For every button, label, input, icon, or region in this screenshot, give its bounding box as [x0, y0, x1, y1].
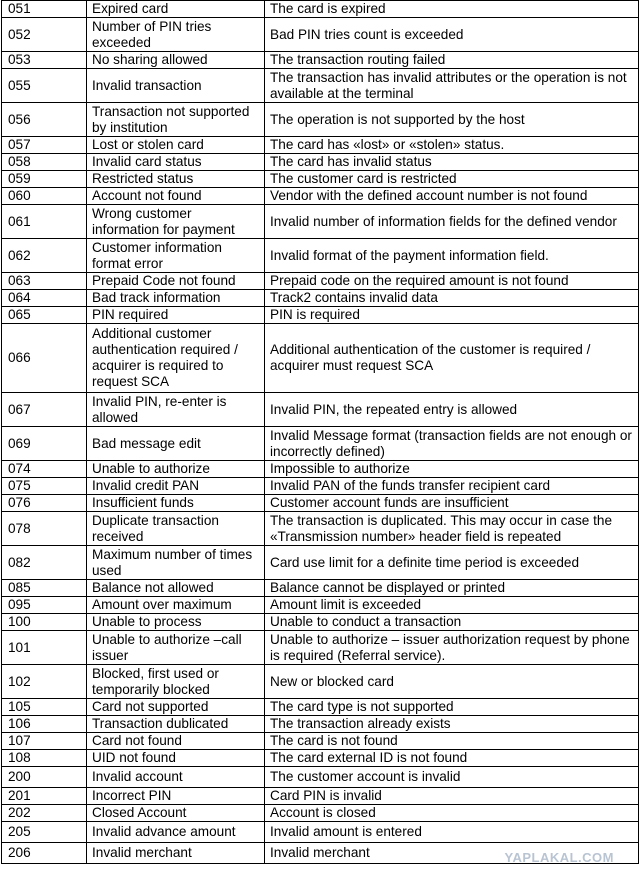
table-row	[2, 1, 639, 18]
description-cell: Card PIN is invalid	[265, 788, 639, 805]
table-row	[2, 137, 639, 154]
code-cell: 069	[2, 427, 87, 461]
table-row	[2, 188, 639, 205]
code-cell: 085	[2, 580, 87, 597]
description-cell: PIN is required	[265, 307, 639, 324]
description-cell: Prepaid code on the required amount is not found	[265, 273, 639, 290]
name-cell: Incorrect PIN	[87, 788, 265, 805]
code-cell: 052	[2, 18, 87, 52]
description-cell: Invalid PIN, the repeated entry is allowed	[265, 393, 639, 427]
code-cell: 076	[2, 495, 87, 512]
code-cell: 051	[2, 1, 87, 18]
description-cell: The card type is not supported	[265, 699, 639, 716]
name-cell: Transaction dublicated	[87, 716, 265, 733]
code-cell: 053	[2, 52, 87, 69]
code-cell: 067	[2, 393, 87, 427]
code-cell: 064	[2, 290, 87, 307]
name-cell: Expired card	[87, 1, 265, 18]
code-cell: 078	[2, 512, 87, 546]
name-cell: Duplicate transaction received	[87, 512, 265, 546]
table-row	[2, 631, 639, 665]
name-cell: Card not found	[87, 733, 265, 750]
description-cell: Invalid number of information fields for the defined vendor	[265, 205, 639, 239]
code-cell: 074	[2, 461, 87, 478]
table-row	[2, 478, 639, 495]
description-cell: Vendor with the defined account number is not found	[265, 188, 639, 205]
code-cell: 200	[2, 767, 87, 788]
table-row	[2, 699, 639, 716]
name-cell: Customer information format error	[87, 239, 265, 273]
table-row	[2, 767, 639, 788]
description-cell: Account is closed	[265, 805, 639, 822]
code-cell: 107	[2, 733, 87, 750]
name-cell: Closed Account	[87, 805, 265, 822]
description-cell: The card has «lost» or «stolen» status.	[265, 137, 639, 154]
name-cell: Unable to authorize	[87, 461, 265, 478]
description-cell: Invalid PAN of the funds transfer recipient card	[265, 478, 639, 495]
name-cell: Lost or stolen card	[87, 137, 265, 154]
table-row	[2, 614, 639, 631]
code-cell: 101	[2, 631, 87, 665]
table-row	[2, 733, 639, 750]
description-cell: The transaction already exists	[265, 716, 639, 733]
name-cell: Wrong customer information for payment	[87, 205, 265, 239]
name-cell: Invalid transaction	[87, 69, 265, 103]
name-cell: Amount over maximum	[87, 597, 265, 614]
code-cell: 095	[2, 597, 87, 614]
description-cell: Track2 contains invalid data	[265, 290, 639, 307]
description-cell: Invalid merchant	[265, 843, 639, 864]
code-cell: 060	[2, 188, 87, 205]
code-cell: 058	[2, 154, 87, 171]
description-cell: The customer account is invalid	[265, 767, 639, 788]
name-cell: Prepaid Code not found	[87, 273, 265, 290]
name-cell: No sharing allowed	[87, 52, 265, 69]
description-cell: The card has invalid status	[265, 154, 639, 171]
code-cell: 106	[2, 716, 87, 733]
description-cell: Impossible to authorize	[265, 461, 639, 478]
name-cell: Maximum number of times used	[87, 546, 265, 580]
code-cell: 201	[2, 788, 87, 805]
description-cell: The card is expired	[265, 1, 639, 18]
code-cell: 202	[2, 805, 87, 822]
description-cell: Unable to authorize – issuer authorization request by phone is required (Referral service).	[265, 631, 639, 665]
description-cell: The operation is not supported by the host	[265, 103, 639, 137]
code-cell: 102	[2, 665, 87, 699]
table-row	[2, 580, 639, 597]
code-cell: 205	[2, 822, 87, 843]
table-row	[2, 788, 639, 805]
name-cell: Invalid credit PAN	[87, 478, 265, 495]
table-row	[2, 171, 639, 188]
description-cell: The card is not found	[265, 733, 639, 750]
table-row	[2, 822, 639, 843]
name-cell: UID not found	[87, 750, 265, 767]
table-row	[2, 290, 639, 307]
table-row	[2, 597, 639, 614]
table-row	[2, 665, 639, 699]
table-row	[2, 461, 639, 478]
name-cell: Number of PIN tries exceeded	[87, 18, 265, 52]
name-cell: Invalid PIN, re-enter is allowed	[87, 393, 265, 427]
code-cell: 057	[2, 137, 87, 154]
description-cell: Invalid Message format (transaction fields are not enough or incorrectly defined)	[265, 427, 639, 461]
description-cell: The transaction routing failed	[265, 52, 639, 69]
table-row	[2, 103, 639, 137]
name-cell: Invalid merchant	[87, 843, 265, 864]
name-cell: Account not found	[87, 188, 265, 205]
watermark: YAPLAKAL.COM	[504, 850, 614, 865]
table-row	[2, 307, 639, 324]
code-cell: 061	[2, 205, 87, 239]
name-cell: Invalid card status	[87, 154, 265, 171]
description-cell: Unable to conduct a transaction	[265, 614, 639, 631]
description-cell: Card use limit for a definite time period is exceeded	[265, 546, 639, 580]
table-row	[2, 546, 639, 580]
table-row	[2, 393, 639, 427]
response-codes-table	[1, 0, 639, 864]
name-cell: Card not supported	[87, 699, 265, 716]
table-row	[2, 205, 639, 239]
name-cell: Unable to authorize –call issuer	[87, 631, 265, 665]
name-cell: PIN required	[87, 307, 265, 324]
description-cell: Bad PIN tries count is exceeded	[265, 18, 639, 52]
name-cell: Additional customer authentication required / acquirer is required to request SCA	[87, 324, 265, 393]
code-cell: 100	[2, 614, 87, 631]
name-cell: Blocked, first used or temporarily blocked	[87, 665, 265, 699]
code-cell: 108	[2, 750, 87, 767]
table-row	[2, 273, 639, 290]
table-row	[2, 512, 639, 546]
table-row	[2, 805, 639, 822]
name-cell: Bad message edit	[87, 427, 265, 461]
description-cell: The transaction has invalid attributes or the operation is not available at the terminal	[265, 69, 639, 103]
table-row	[2, 750, 639, 767]
name-cell: Unable to process	[87, 614, 265, 631]
code-cell: 082	[2, 546, 87, 580]
code-cell: 055	[2, 69, 87, 103]
table-row	[2, 18, 639, 52]
table-body	[2, 1, 639, 864]
table-row	[2, 154, 639, 171]
table-row	[2, 239, 639, 273]
code-cell: 056	[2, 103, 87, 137]
description-cell: Invalid amount is entered	[265, 822, 639, 843]
description-cell: Amount limit is exceeded	[265, 597, 639, 614]
code-cell: 075	[2, 478, 87, 495]
table-row	[2, 52, 639, 69]
code-cell: 062	[2, 239, 87, 273]
description-cell: Customer account funds are insufficient	[265, 495, 639, 512]
description-cell: The transaction is duplicated. This may occur in case the «Transmission number» header field is repeated	[265, 512, 639, 546]
name-cell: Bad track information	[87, 290, 265, 307]
code-cell: 206	[2, 843, 87, 864]
code-cell: 066	[2, 324, 87, 393]
name-cell: Balance not allowed	[87, 580, 265, 597]
description-cell: Invalid format of the payment information field.	[265, 239, 639, 273]
name-cell: Transaction not supported by institution	[87, 103, 265, 137]
name-cell: Insufficient funds	[87, 495, 265, 512]
table-row	[2, 69, 639, 103]
description-cell: The customer card is restricted	[265, 171, 639, 188]
table-row	[2, 427, 639, 461]
table-row	[2, 716, 639, 733]
code-cell: 105	[2, 699, 87, 716]
name-cell: Invalid account	[87, 767, 265, 788]
code-cell: 065	[2, 307, 87, 324]
description-cell: New or blocked card	[265, 665, 639, 699]
name-cell: Restricted status	[87, 171, 265, 188]
table-row	[2, 495, 639, 512]
code-cell: 059	[2, 171, 87, 188]
code-cell: 063	[2, 273, 87, 290]
description-cell: Additional authentication of the customer is required / acquirer must request SCA	[265, 324, 639, 393]
table-row	[2, 324, 639, 393]
description-cell: The card external ID is not found	[265, 750, 639, 767]
name-cell: Invalid advance amount	[87, 822, 265, 843]
description-cell: Balance cannot be displayed or printed	[265, 580, 639, 597]
